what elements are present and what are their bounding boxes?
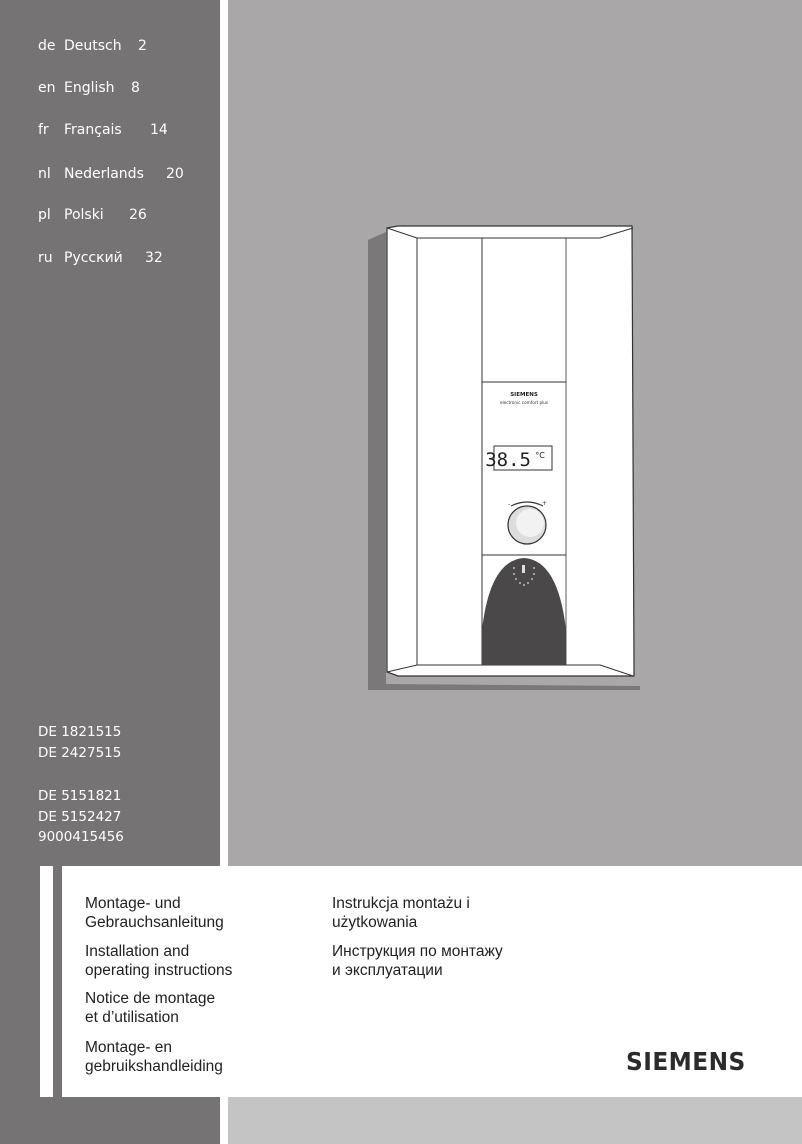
title-line: Installation and [85, 943, 190, 960]
language-code: fr [38, 122, 49, 138]
language-name: Nederlands [64, 166, 144, 182]
title-line: Инструкция по монтажу [332, 943, 503, 960]
page-number: 20 [166, 166, 184, 182]
temperature-unit: °C [535, 451, 545, 460]
title-pl [332, 894, 470, 932]
knob-minus-label: - [508, 501, 511, 508]
language-name: Русский [64, 250, 123, 266]
model-number: 9000415456 [38, 829, 124, 845]
page-number: 2 [138, 38, 147, 54]
page-number: 26 [129, 207, 147, 223]
language-name: Deutsch [64, 38, 122, 54]
language-code: en [38, 80, 56, 96]
model-numbers-group-2 [38, 786, 124, 848]
title-line: użytkowania [332, 914, 418, 931]
model-number: DE 5151821 [38, 788, 122, 804]
model-numbers-group-1 [38, 722, 121, 763]
water-heater-illustration [350, 210, 650, 690]
device-brand: SIEMENS [510, 392, 538, 398]
language-code: nl [38, 166, 51, 182]
language-code: ru [38, 250, 53, 266]
language-name: Polski [64, 207, 104, 223]
knob-plus-label: + [542, 500, 548, 507]
bottom-strip [228, 1097, 802, 1144]
title-line: operating instructions [85, 962, 233, 979]
device-model: electronic comfort plus [499, 400, 549, 405]
title-line: gebruikshandleiding [85, 1058, 223, 1075]
temperature-value: 38.5 [485, 449, 531, 471]
title-line: Gebrauchsanleitung [85, 914, 224, 931]
page-number: 14 [150, 122, 168, 138]
language-code: de [38, 38, 56, 54]
title-de [85, 894, 224, 932]
title-nl [85, 1038, 223, 1076]
model-number: DE 5152427 [38, 808, 122, 825]
title-line: Notice de montage [85, 990, 216, 1007]
language-code: pl [38, 207, 51, 223]
title-fr [85, 989, 215, 1027]
title-line: Montage- und [85, 895, 181, 912]
title-line: Instrukcja montażu i [332, 895, 470, 912]
language-name: English [64, 80, 115, 96]
language-name: Français [64, 122, 122, 138]
page-number: 8 [131, 80, 140, 96]
page-number: 32 [145, 250, 163, 266]
title-line: et d’utilisation [85, 1009, 179, 1026]
title-ru [332, 942, 503, 980]
title-line: Montage- en [85, 1039, 173, 1056]
title-line: и эксплуатации [332, 962, 443, 979]
model-number: DE 2427515 [38, 744, 122, 761]
title-en [85, 942, 232, 980]
band-accent-strip [53, 866, 62, 1097]
siemens-logo: SIEMENS [626, 1047, 746, 1076]
model-number: DE 1821515 [38, 724, 122, 740]
